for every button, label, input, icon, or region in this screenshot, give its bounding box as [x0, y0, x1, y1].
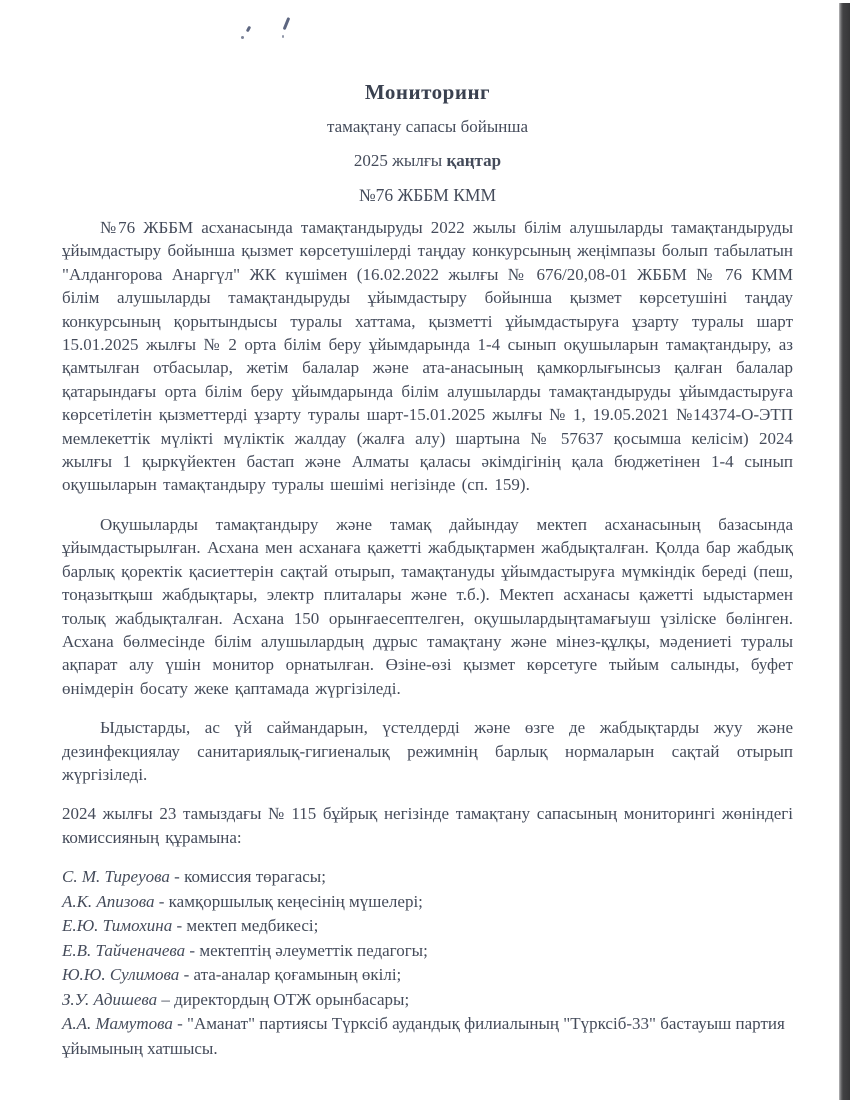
list-item [62, 890, 793, 915]
document-subtitle: тамақтану сапасы бойынша [327, 117, 528, 136]
member-name: Е.В. Тайченачева [62, 940, 186, 960]
list-item [62, 914, 793, 939]
member-role: - мектептің әлеуметтік педагогы; [185, 940, 428, 960]
scan-edge-artifact [839, 3, 850, 1100]
paragraph-commission-intro: 2024 жылғы 23 тамыздағы № 115 бұйрық негізінде тамақтану сапасының мониторингі жөніндегі комиссияның құрамына: [62, 804, 793, 847]
member-name: С. М. Тиреуова [62, 867, 170, 887]
member-role: - мектеп медбикесі; [172, 916, 319, 936]
ink-speck [282, 35, 284, 38]
member-role: - комиссия төрагасы; [169, 867, 326, 887]
list-item [62, 988, 793, 1013]
ink-speck [246, 26, 251, 33]
member-name: Ю.Ю. Сулимова [62, 965, 180, 985]
member-name: А.А. Мамутова [62, 1014, 173, 1034]
member-name: А.К. Апизова [62, 891, 155, 911]
ink-speck [283, 17, 290, 30]
commission-member-list [62, 865, 793, 1061]
document-organization: №76 ЖББМ КММ [358, 185, 497, 205]
member-role: – директордың ОТЖ орынбасары; [157, 989, 410, 1009]
member-role: - камқоршылық кеңесінің мүшелері; [154, 891, 423, 911]
member-role: - ата-аналар қоғамының өкілі; [179, 965, 402, 985]
list-item [62, 939, 793, 964]
paragraph-canteen-equipment: Оқушыларды тамақтандыру және тамақ дайындау мектеп асханасының базасында ұйымдастырылған. Асхана мен асханаға қажетті жабдықтармен жабдықталған. Қолда бар жабдық барлық қоректік қасиеттерін сақтай отырып, тамақтануды ұйымдастыруға мүмкіндік береді (пеш, тоңазытқыш жабдықтары, электр плиталары және т.б.). Мектеп асханасы қажетті ыдыстармен толық жабдықталған. Асхана 150 орынғаесептелген, оқушылардыңтамағыуш үзіліске бөлінген. Асхана бөлмесінде білім алушылардың дұрыс тамақтану және мінез-құлқы, мәдениеті туралы ақпарат алу үшін монитор орнатылған. Өзіне-өзі қызмет көрсетуге тыйым салынды, буфет өнімдерін босату жеке қаптамада жүргізіледі. [62, 514, 793, 698]
list-item [62, 963, 793, 988]
member-role: - "Аманат" партиясы Түрксіб аудандық филиалының "Түрксіб-33" бастауыш партия ұйымының хатшысы. [62, 1014, 785, 1058]
document-date-line [62, 149, 793, 173]
paragraph-contract-basis: №76 ЖББМ асханасында тамақтандыруды 2022 жылы білім алушыларды тамақтандыруды ұйымдастыру бойынша қызмет көрсетушілерді таңдау конкурсының жеңімпазы болып табылатын "Алдангорова Анаргүл" ЖК күшімен (16.02.2022 жылғы № 676/20,08-01 ЖББМ № 76 КММ білім алушыларды тамақтандыруды ұйымдастыру бойынша қызмет көрсетушіні таңдау конкурсының қорытындысы туралы хаттама, қызметті ұйымдастыруға ұзарту туралы шарт 15.01.2025 жылғы № 2 орта білім беру ұйымдарында 1-4 сынып оқушыларын тамақтандыру, аз қамтылған отбасылар, жетім балалар және ата-анасының қамкорлығынсыз қалған балалар қатарындағы орта білім беру ұйымдарында білім алушыларды тамақтандыруды ұйымдастыруға көрсетілетін қызметтерді ұзарту туралы шарт-15.01.2025 жылғы № 1, 19.05.2021 №14374-О-ЭТП мемлекеттік мүлікті мүліктік жалдау (жалға алу) шартына № 57637 қосымша келісім) 2024 жылғы 1 қыркүйектен бастап және Алматы қаласы әкімдігінің қала бюджетінен 1-4 сынып оқушыларын тамақтандыру туралы шешімі негізінде (сп. 159). [62, 218, 793, 495]
member-name: Е.Ю. Тимохина [62, 916, 173, 936]
list-item [62, 1012, 793, 1061]
paragraph-sanitation: Ыдыстарды, ас үй саймандарын, үстелдерді және өзге де жабдықтарды жуу және дезинфекциялау санитариялық-гигиеналық режимнің барлық нормаларын сақтай отырып жүргізіледі. [62, 718, 793, 784]
document-content [62, 80, 793, 1061]
list-item [62, 865, 793, 890]
ink-speck [241, 36, 244, 39]
document-title: Мониторинг [364, 80, 491, 104]
date-month: қаңтар [446, 151, 502, 170]
date-prefix: 2025 жылғы [353, 151, 447, 170]
member-name: З.У. Адишева [62, 989, 158, 1009]
